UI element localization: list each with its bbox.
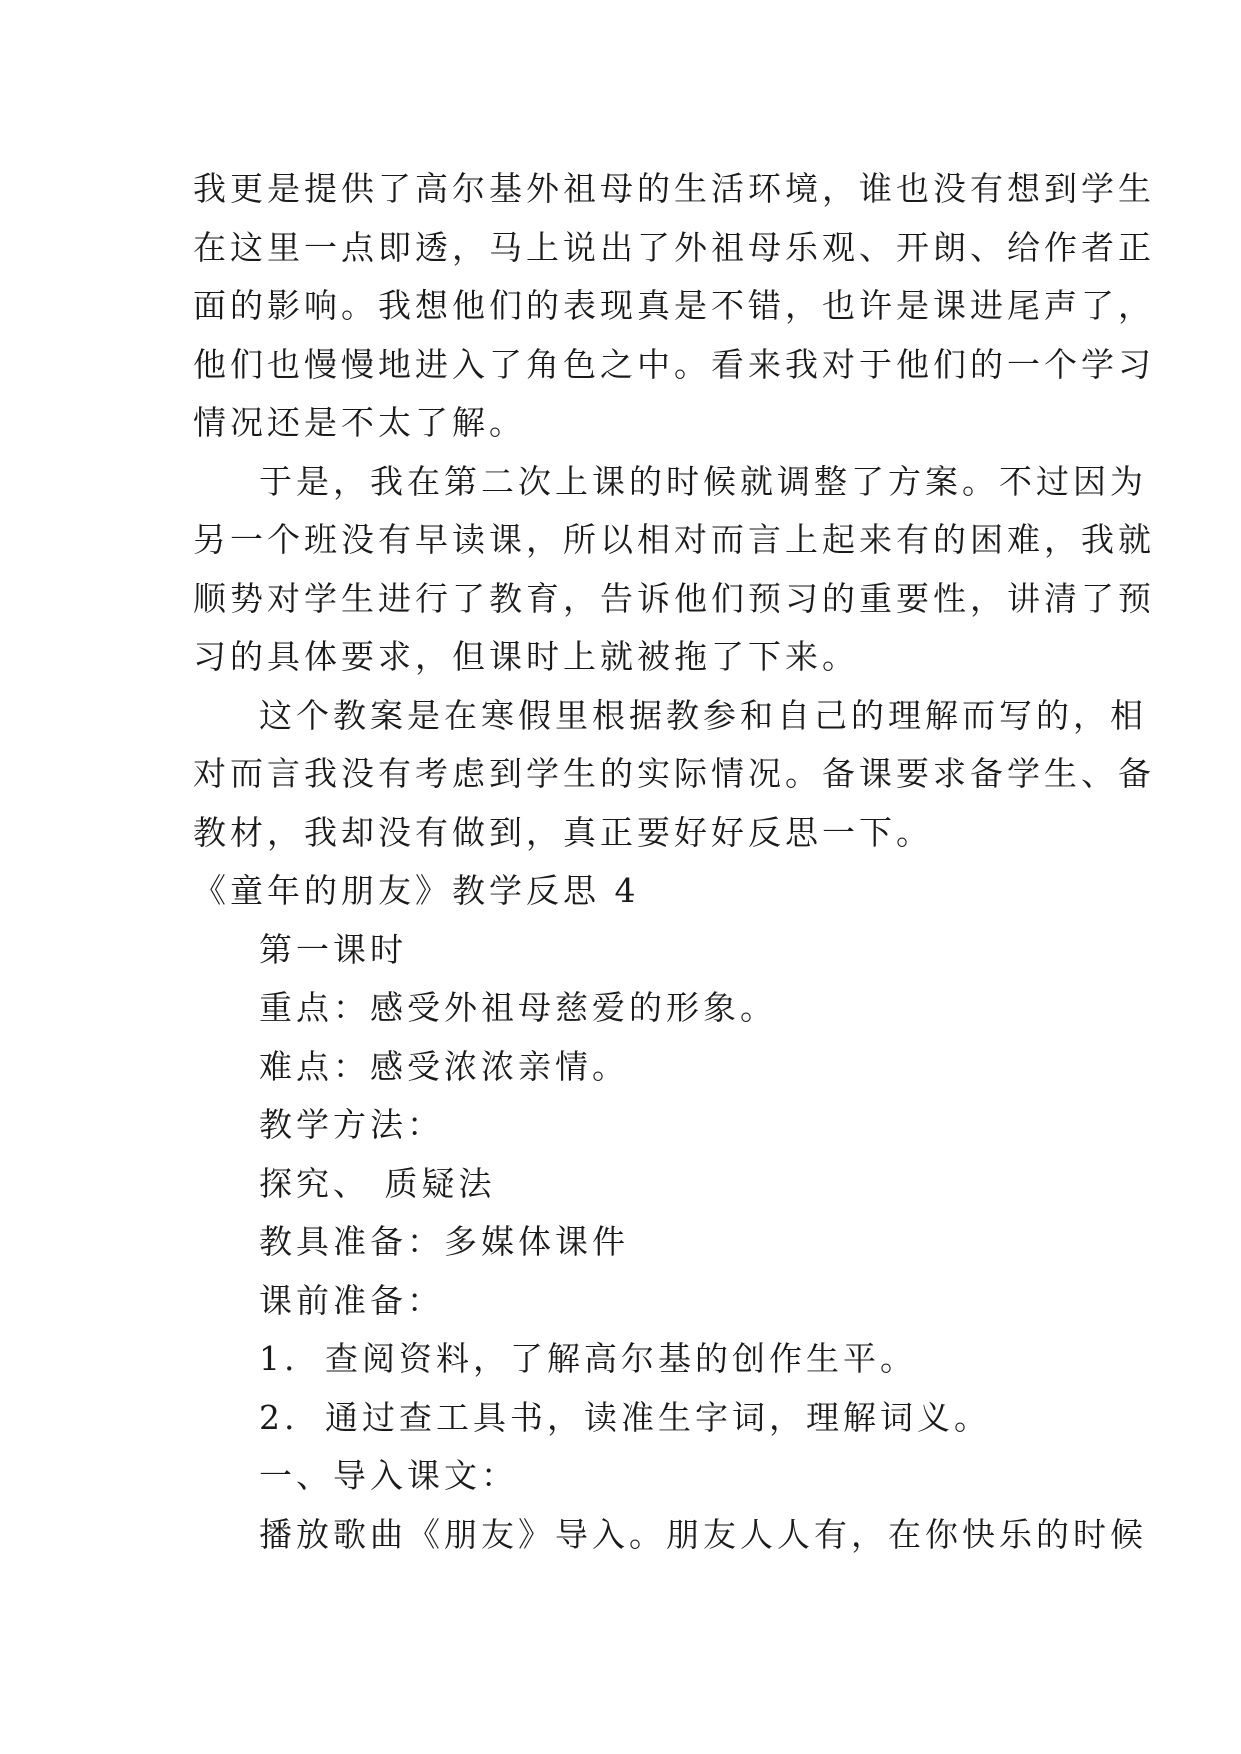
paragraph-line: 顺势对学生进行了教育，告诉他们预习的重要性，讲清了预 <box>193 578 1155 618</box>
preparation-label: 课前准备： <box>259 1280 444 1320</box>
lesson-title: 第一课时 <box>259 929 407 969</box>
paragraph-line: 情况还是不太了解。 <box>193 403 526 442</box>
list-item <box>193 1330 1073 1389</box>
paragraph-line: 在这里一点即透，马上说出了外祖母乐观、开朗、给作者正 <box>193 227 1155 267</box>
teaching-aids: 教具准备：多媒体课件 <box>259 1222 629 1261</box>
paragraph-line: 这个教案是在寒假里根据教参和自己的理解而写的，相 <box>259 695 1147 735</box>
paragraph-line: 对而言我没有考虑到学生的实际情况。备课要求备学生、备 <box>193 754 1155 793</box>
list-item-number: 1. <box>259 1339 299 1378</box>
document-body <box>193 160 1155 1564</box>
paragraph-line: 于是，我在第二次上课的时候就调整了方案。不过因为 <box>259 461 1147 501</box>
paragraph-line: 习的具体要求，但课时上就被拖了下来。 <box>193 637 859 676</box>
list-item-text: 通过查工具书，读准生字词，理解词义。 <box>325 1397 991 1437</box>
paragraph-line: 我更是提供了高尔基外祖母的生活环境，谁也没有想到学生 <box>193 169 1155 208</box>
list-item <box>193 1389 1073 1448</box>
paragraph-line: 他们也慢慢地进入了角色之中。看来我对于他们的一个学习 <box>193 344 1155 384</box>
paragraph-line: 另一个班没有早读课，所以相对而言上起来有的困难，我就 <box>193 520 1155 559</box>
paragraph-line: 教材，我却没有做到，真正要好好反思一下。 <box>193 812 933 852</box>
section-subheading: 一、导入课文： <box>259 1456 518 1495</box>
list-item-text: 查阅资料，了解高尔基的创作生平。 <box>325 1339 917 1378</box>
paragraph-line: 播放歌曲《朋友》导入。朋友人人有，在你快乐的时候 <box>259 1514 1147 1554</box>
paragraph-line: 面的影响。我想他们的表现真是不错，也许是课进尾声了， <box>193 286 1155 325</box>
section-heading: 《童年的朋友》教学反思 4 <box>193 871 640 910</box>
teaching-method-label: 教学方法： <box>259 1105 444 1144</box>
teaching-method: 探究、 质疑法 <box>259 1163 496 1203</box>
key-point: 重点：感受外祖母慈爱的形象。 <box>259 988 777 1027</box>
difficulty-point: 难点：感受浓浓亲情。 <box>259 1046 629 1086</box>
list-item-number: 2. <box>259 1397 299 1437</box>
